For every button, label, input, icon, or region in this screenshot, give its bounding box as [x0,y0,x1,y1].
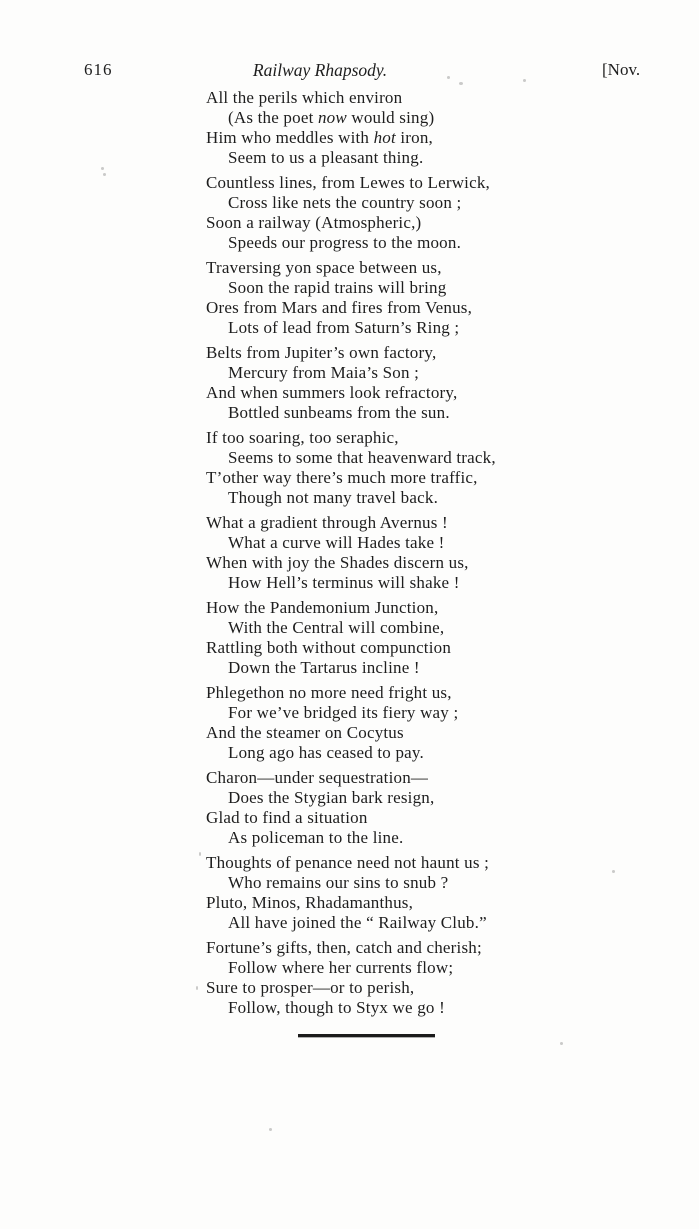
poem-line: Speeds our progress to the moon. [228,233,462,252]
poem-line: Him who meddles with hot iron, [206,128,433,147]
stanza [206,938,496,1018]
scan-speck [459,82,463,85]
poem-line: Seems to some that heavenward track, [228,448,496,467]
poem-line: T’other way there’s much more traffic, [206,468,478,487]
page-number: 616 [84,60,113,79]
poem-line: Long ago has ceased to pay. [228,743,424,762]
scan-speck [101,167,104,170]
poem-line: And when summers look refractory, [206,383,458,402]
poem-line: Follow where her currents flow; [228,958,454,977]
scan-speck [523,79,526,82]
poem-line: Countless lines, from Lewes to Lerwick, [206,173,490,192]
running-title: Railway Rhapsody. [252,60,388,80]
poem-line: Traversing yon space between us, [206,258,442,277]
stanza [206,258,496,338]
poem-line: Follow, though to Styx we go ! [228,998,445,1017]
poem-line: Cross like nets the country soon ; [228,193,462,212]
issue-month-marker: [Nov. [602,60,641,79]
scan-speck [196,986,198,990]
poem-line: Lots of lead from Saturn’s Ring ; [228,318,460,337]
poem-line: Fortune’s gifts, then, catch and cherish; [206,938,482,957]
poem [206,88,496,1023]
poem-line: Phlegethon no more need fright us, [206,683,452,702]
poem-line: Belts from Jupiter’s own factory, [206,343,437,362]
scan-speck [560,1042,563,1045]
poem-line: Who remains our sins to snub ? [228,873,449,892]
poem-line: Down the Tartarus incline ! [228,658,420,677]
poem-line: Glad to find a situation [206,808,368,827]
poem-line: (As the poet now would sing) [228,108,435,127]
scan-speck [447,76,450,79]
stanza [206,343,496,423]
poem-line: Though not many travel back. [228,488,439,507]
poem-line: Soon a railway (Atmospheric,) [206,213,422,232]
poem-line: Rattling both without compunction [206,638,452,657]
stanza [206,428,496,508]
poem-line: Charon—under sequestration— [206,768,429,787]
stanza [206,768,496,848]
poem-line: Seem to us a pleasant thing. [228,148,424,167]
poem-line: Mercury from Maia’s Son ; [228,363,420,382]
poem-line: Sure to prosper—or to perish, [206,978,415,997]
poem-line: All the perils which environ [206,88,403,107]
stanza [206,598,496,678]
stanza [206,853,496,933]
poem-line: When with joy the Shades discern us, [206,553,469,572]
poem-line: Does the Stygian bark resign, [228,788,435,807]
stanza [206,173,496,253]
poem-line: What a curve will Hades take ! [228,533,445,552]
poem-line: How Hell’s terminus will shake ! [228,573,460,592]
scan-speck [103,173,106,176]
stanza [206,513,496,593]
poem-line: And the steamer on Cocytus [206,723,404,742]
scan-speck [199,852,201,856]
scan-speck [612,870,615,873]
stanza [206,683,496,763]
poem-line: What a gradient through Avernus ! [206,513,448,532]
poem-line: For we’ve bridged its fiery way ; [228,703,459,722]
poem-line: All have joined the “ Railway Club.” [228,913,487,932]
poem-line: As policeman to the line. [228,828,404,847]
end-of-article-rule [298,1034,435,1037]
poem-line: Pluto, Minos, Rhadamanthus, [206,893,414,912]
poem-line: How the Pandemonium Junction, [206,598,439,617]
poem-line: Soon the rapid trains will bring [228,278,447,297]
poem-line: Ores from Mars and fires from Venus, [206,298,473,317]
stanza [206,88,496,168]
poem-line: If too soaring, too seraphic, [206,428,399,447]
poem-line: With the Central will combine, [228,618,445,637]
poem-line: Thoughts of penance need not haunt us ; [206,853,490,872]
scan-speck [269,1128,272,1131]
poem-line: Bottled sunbeams from the sun. [228,403,450,422]
